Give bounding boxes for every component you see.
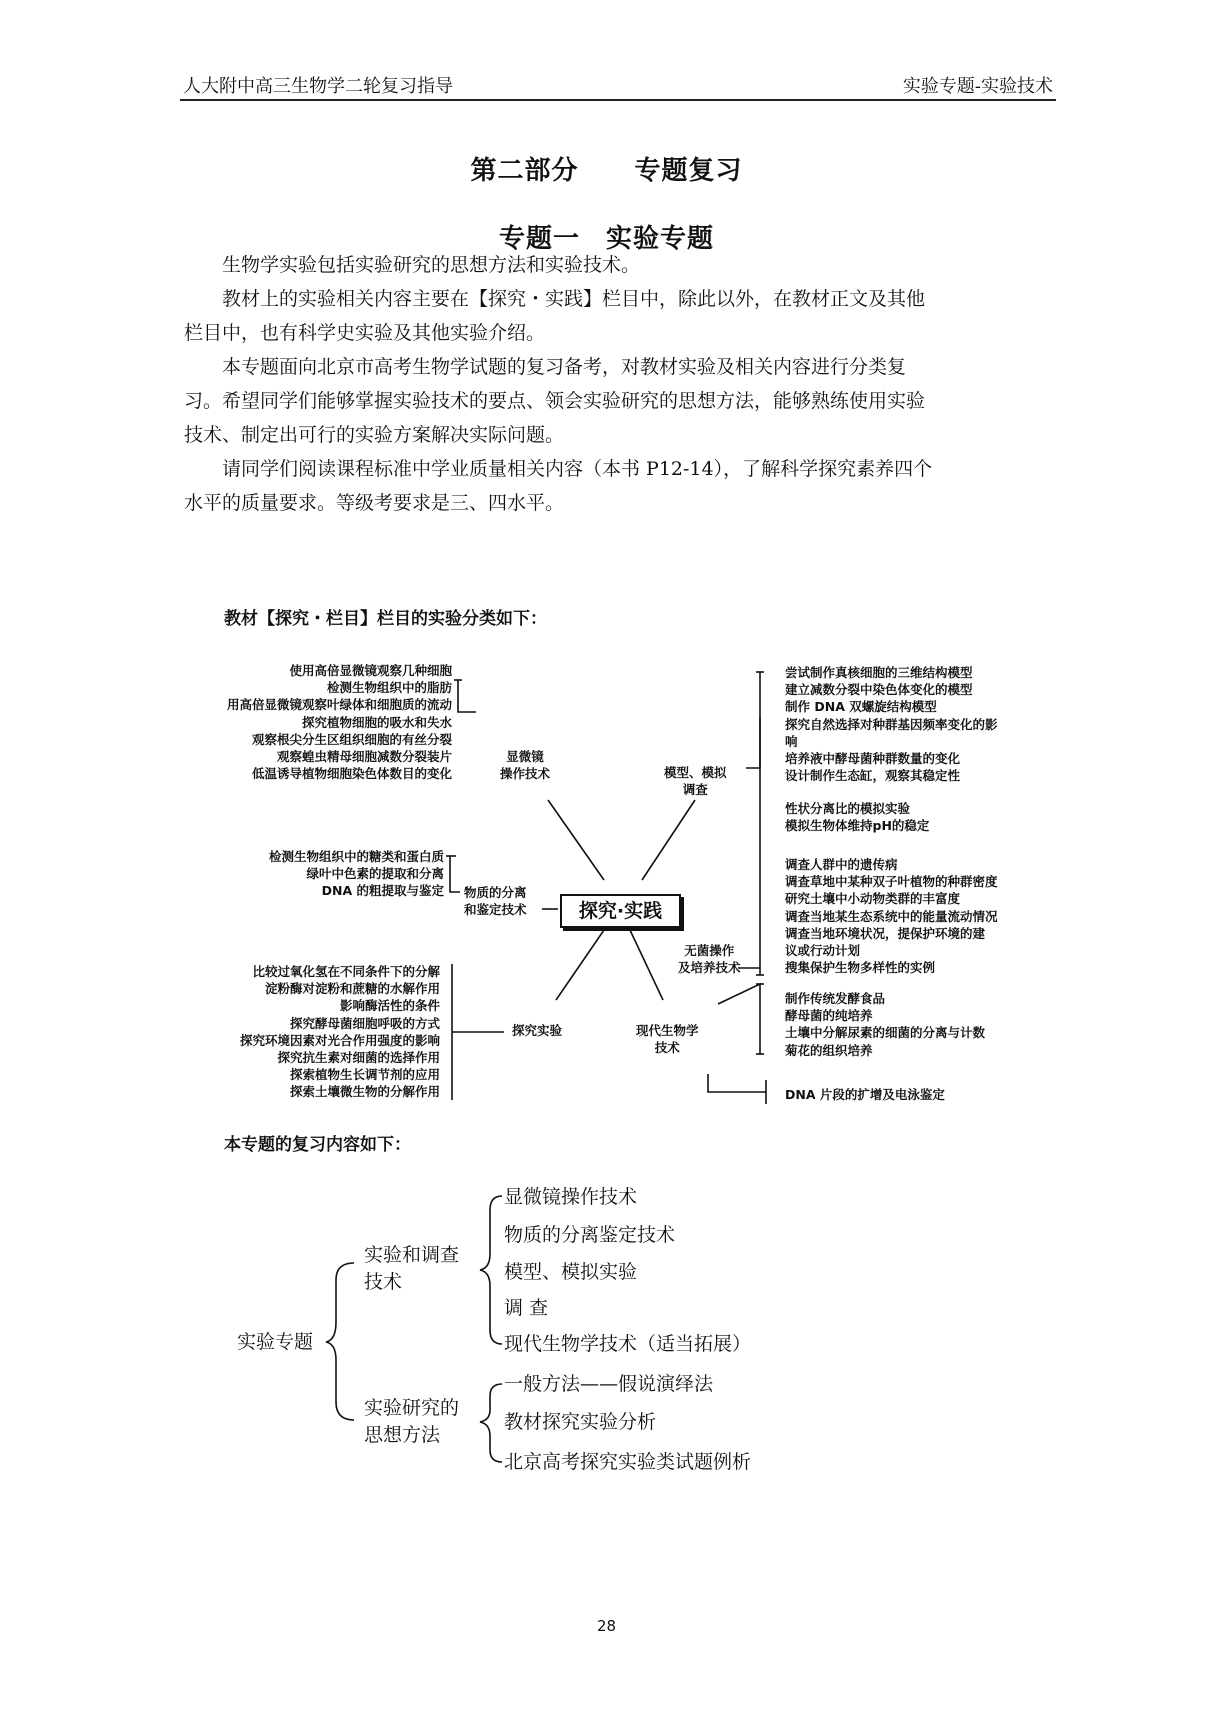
tree-item: 调 查	[504, 1297, 549, 1319]
node-label: 及培养技术	[678, 960, 741, 975]
mindmap-item: 土壤中分解尿素的细菌的分离与计数	[785, 1025, 986, 1041]
node-label: 现代生物学	[636, 1023, 699, 1038]
part-title-sub: 专题复习	[634, 156, 743, 186]
node-label: 模型、模拟	[664, 765, 727, 780]
tree-item: 教材探究实验分析	[504, 1411, 657, 1433]
node-label: 物质的分离	[464, 885, 527, 900]
mindmap-item: 观察根尖分生区组织细胞的有丝分裂	[251, 731, 452, 747]
mindmap-item: 探究酵母菌细胞呼吸的方式	[289, 1015, 440, 1031]
tree-item: 现代生物学技术（适当拓展）	[504, 1333, 752, 1355]
mindmap-item: 模拟生物体维持pH的稳定	[785, 818, 930, 834]
tree-item: 物质的分离鉴定技术	[504, 1224, 676, 1246]
mindmap-item: 调查人群中的遗传病	[785, 857, 898, 872]
paragraph-line: 栏目中，也有科学史实验及其他实验介绍。	[184, 322, 546, 344]
mindmap-item: 检测生物组织中的脂肪	[326, 680, 452, 696]
mindmap-item: 低温诱导植物细胞染色体数目的变化	[251, 766, 452, 782]
mindmap-item: 探究植物细胞的吸水和失水	[301, 714, 452, 730]
paragraph-line: 生物学实验包括实验研究的思想方法和实验技术。	[222, 254, 641, 276]
topic-title-sub: 实验专题	[606, 224, 715, 254]
node-label: 技术	[654, 1040, 680, 1055]
mindmap-center: 探究·实践	[560, 894, 681, 928]
node-label: 和鉴定技术	[464, 902, 527, 917]
paragraph-line: 本专题面向北京市高考生物学试题的复习备考，对教材实验及相关内容进行分类复	[222, 356, 907, 378]
mindmap-item: DNA 片段的扩增及电泳鉴定	[785, 1087, 945, 1102]
mindmap-item: 探究自然选择对种群基因频率变化的影	[785, 716, 998, 732]
node-label: 操作技术	[500, 766, 551, 781]
mindmap-item: 搜集保护生物多样性的实例	[785, 960, 936, 976]
section-label-classification: 教材【探究・栏目】栏目的实验分类如下：	[224, 609, 547, 629]
node-label: 调查	[682, 782, 708, 797]
tree-item: 北京高考探究实验类试题例析	[504, 1451, 752, 1473]
mindmap-item: 性状分离比的模拟实验	[785, 801, 911, 816]
mindmap-item: 制作传统发酵食品	[785, 991, 886, 1006]
node-label: 探究实验	[512, 1023, 563, 1038]
tree-item: 模型、模拟实验	[504, 1261, 638, 1283]
mindmap-item: 探究抗生素对细菌的选择作用	[277, 1050, 440, 1066]
mindmap-item: 调查当地环境状况，提保护环境的建	[785, 925, 986, 941]
mindmap-item: 探究环境因素对光合作用强度的影响	[239, 1032, 440, 1048]
mindmap-item: 绿叶中色素的提取和分离	[306, 866, 444, 882]
paragraph-line: 习。希望同学们能够掌握实验技术的要点、领会实验研究的思想方法，能够熟练使用实验	[184, 390, 926, 412]
mindmap-item: 淀粉酶对淀粉和蔗糖的水解作用	[264, 981, 440, 997]
paragraph-line: 请同学们阅读课程标准中学业质量相关内容（本书 P12-14），了解科学探究素养四个	[222, 458, 933, 480]
node-label: 显微镜	[506, 749, 544, 764]
mindmap-item: 探索土壤微生物的分解作用	[289, 1084, 440, 1100]
mindmap-item: 建立减数分裂中染色体变化的模型	[785, 682, 973, 698]
mindmap-item: 观察蝗虫精母细胞减数分裂装片	[276, 749, 452, 765]
mindmap-item: 检测生物组织中的糖类和蛋白质	[268, 849, 444, 864]
paragraph-line: 教材上的实验相关内容主要在【探究・实践】栏目中，除此以外，在教材正文及其他	[222, 288, 926, 310]
mindmap-item: 酵母菌的纯培养	[785, 1008, 873, 1024]
section-label-review: 本专题的复习内容如下：	[224, 1135, 411, 1155]
mindmap-item: 探索植物生长调节剂的应用	[289, 1067, 440, 1083]
tree-branch-label: 实验和调查	[364, 1244, 460, 1266]
mindmap-item: 用高倍显微镜观察叶绿体和细胞质的流动	[226, 697, 452, 713]
mindmap-item: 培养液中酵母菌种群数量的变化	[785, 751, 961, 767]
tree-branch-label: 思想方法	[364, 1424, 441, 1446]
mindmap-item: 影响酶活性的条件	[339, 998, 440, 1014]
topic-title-main: 专题一	[498, 224, 580, 254]
paragraph-line: 技术、制定出可行的实验方案解决实际问题。	[184, 424, 565, 446]
part-title-main: 第二部分	[470, 156, 579, 186]
tree-branch-label: 技术	[364, 1271, 403, 1293]
tree-item: 显微镜操作技术	[504, 1186, 638, 1208]
node-label: 无菌操作	[684, 943, 735, 958]
mindmap-item: 设计制作生态缸，观察其稳定性	[785, 768, 961, 784]
mindmap-item: 制作 DNA 双螺旋结构模型	[785, 699, 937, 715]
mindmap-item: 比较过氧化氢在不同条件下的分解	[252, 964, 440, 979]
mindmap-item: 尝试制作真核细胞的三维结构模型	[785, 665, 973, 680]
mindmap-item: 响	[785, 733, 798, 749]
header-left: 人大附中高三生物学二轮复习指导	[183, 76, 453, 97]
tree-item: 一般方法——假说演绎法	[504, 1373, 714, 1395]
mindmap-item: 议或行动计划	[785, 943, 861, 959]
mindmap-item: 研究土壤中小动物类群的丰富度	[785, 891, 961, 907]
mindmap-item: DNA 的粗提取与鉴定	[321, 883, 444, 899]
page-number: 28	[596, 1617, 617, 1635]
mindmap-item: 菊花的组织培养	[785, 1042, 873, 1058]
paragraph-line: 水平的质量要求。等级考要求是三、四水平。	[184, 492, 565, 514]
mindmap-item: 调查当地某生态系统中的能量流动情况	[785, 908, 998, 924]
tree-branch-label: 实验研究的	[364, 1397, 460, 1419]
mindmap-item: 使用高倍显微镜观察几种细胞	[289, 663, 452, 678]
mindmap-item: 调查草地中某种双子叶植物的种群密度	[785, 874, 998, 890]
tree-root: 实验专题	[237, 1331, 314, 1353]
header-right: 实验专题-实验技术	[902, 76, 1053, 97]
